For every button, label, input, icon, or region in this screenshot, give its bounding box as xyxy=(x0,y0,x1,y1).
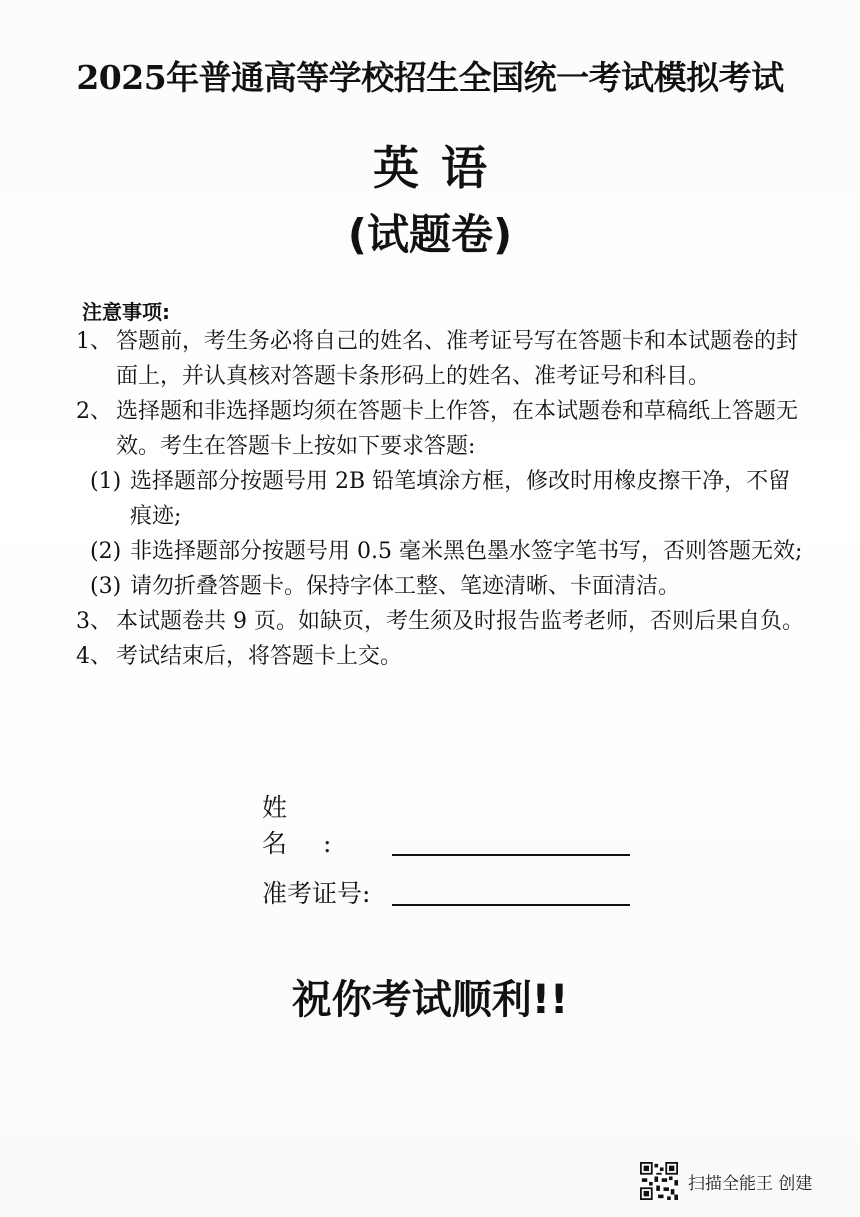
notice-sub-item-text: 非选择题部分按题号用 0.5 毫米黑色墨水签字笔书写，否则答题无效; xyxy=(130,539,803,564)
notice-item-3 xyxy=(76,604,806,639)
notice-sub-item-number: (1) xyxy=(90,469,122,494)
scanner-watermark xyxy=(640,1162,812,1200)
notice-item-text: 考试结束后，将答题卡上交。 xyxy=(116,644,403,669)
notice-item-number: 4、 xyxy=(76,644,112,669)
notice-sub-item-number: (2) xyxy=(90,539,122,564)
qr-code-icon xyxy=(640,1162,678,1200)
paper-type: (试题卷) xyxy=(347,210,513,259)
notice-item-text: 本试题卷共 9 页。如缺页，考生须及时报告监考老师，否则后果自负。 xyxy=(116,609,804,634)
notice-item-2 xyxy=(76,394,806,464)
notice-item-text: 选择题和非选择题均须在答题卡上作答，在本试题卷和草稿纸上答题无效。考生在答题卡上按如下要求答题: xyxy=(116,399,799,459)
notice-item-number: 3、 xyxy=(76,609,112,634)
notice-sub-item-text: 选择题部分按题号用 2B 铅笔填涂方框，修改时用橡皮擦干净，不留痕迹; xyxy=(130,469,791,529)
exam-id-field xyxy=(262,860,630,910)
notice-list xyxy=(76,324,806,674)
notice-heading: 注意事项: xyxy=(82,300,170,324)
notice-sub-item-1 xyxy=(90,464,806,534)
notice-sub-list xyxy=(76,464,806,604)
notice-item-number: 1、 xyxy=(76,329,112,354)
subject-title: 英语 xyxy=(373,141,509,195)
notice-item-number: 2、 xyxy=(76,399,112,424)
candidate-fields xyxy=(262,793,630,910)
notice-sub-item-2 xyxy=(90,534,806,569)
name-field xyxy=(262,793,630,860)
notice-sub-item-number: (3) xyxy=(90,574,122,599)
notice-item-1 xyxy=(76,324,806,394)
exam-id-blank-line[interactable] xyxy=(392,874,630,906)
notice-sub-item-text: 请勿折叠答题卡。保持字体工整、笔迹清晰、卡面清洁。 xyxy=(130,574,681,599)
exam-title: 2025年普通高等学校招生全国统一考试模拟考试 xyxy=(76,58,784,97)
notice-sub-item-3 xyxy=(90,569,806,604)
notice-item-4 xyxy=(76,639,806,674)
notice-item-text: 答题前，考生务必将自己的姓名、准考证号写在答题卡和本试题卷的封面上，并认真核对答题卡条形码上的姓名、准考证号和科目。 xyxy=(116,329,799,389)
good-luck-message: 祝你考试顺利!! xyxy=(291,977,569,1023)
name-field-label: 姓名: xyxy=(262,793,368,858)
exam-id-field-label: 准考证号: xyxy=(262,879,371,908)
watermark-text: 扫描全能王 创建 xyxy=(688,1173,813,1194)
name-blank-line[interactable] xyxy=(392,824,630,856)
